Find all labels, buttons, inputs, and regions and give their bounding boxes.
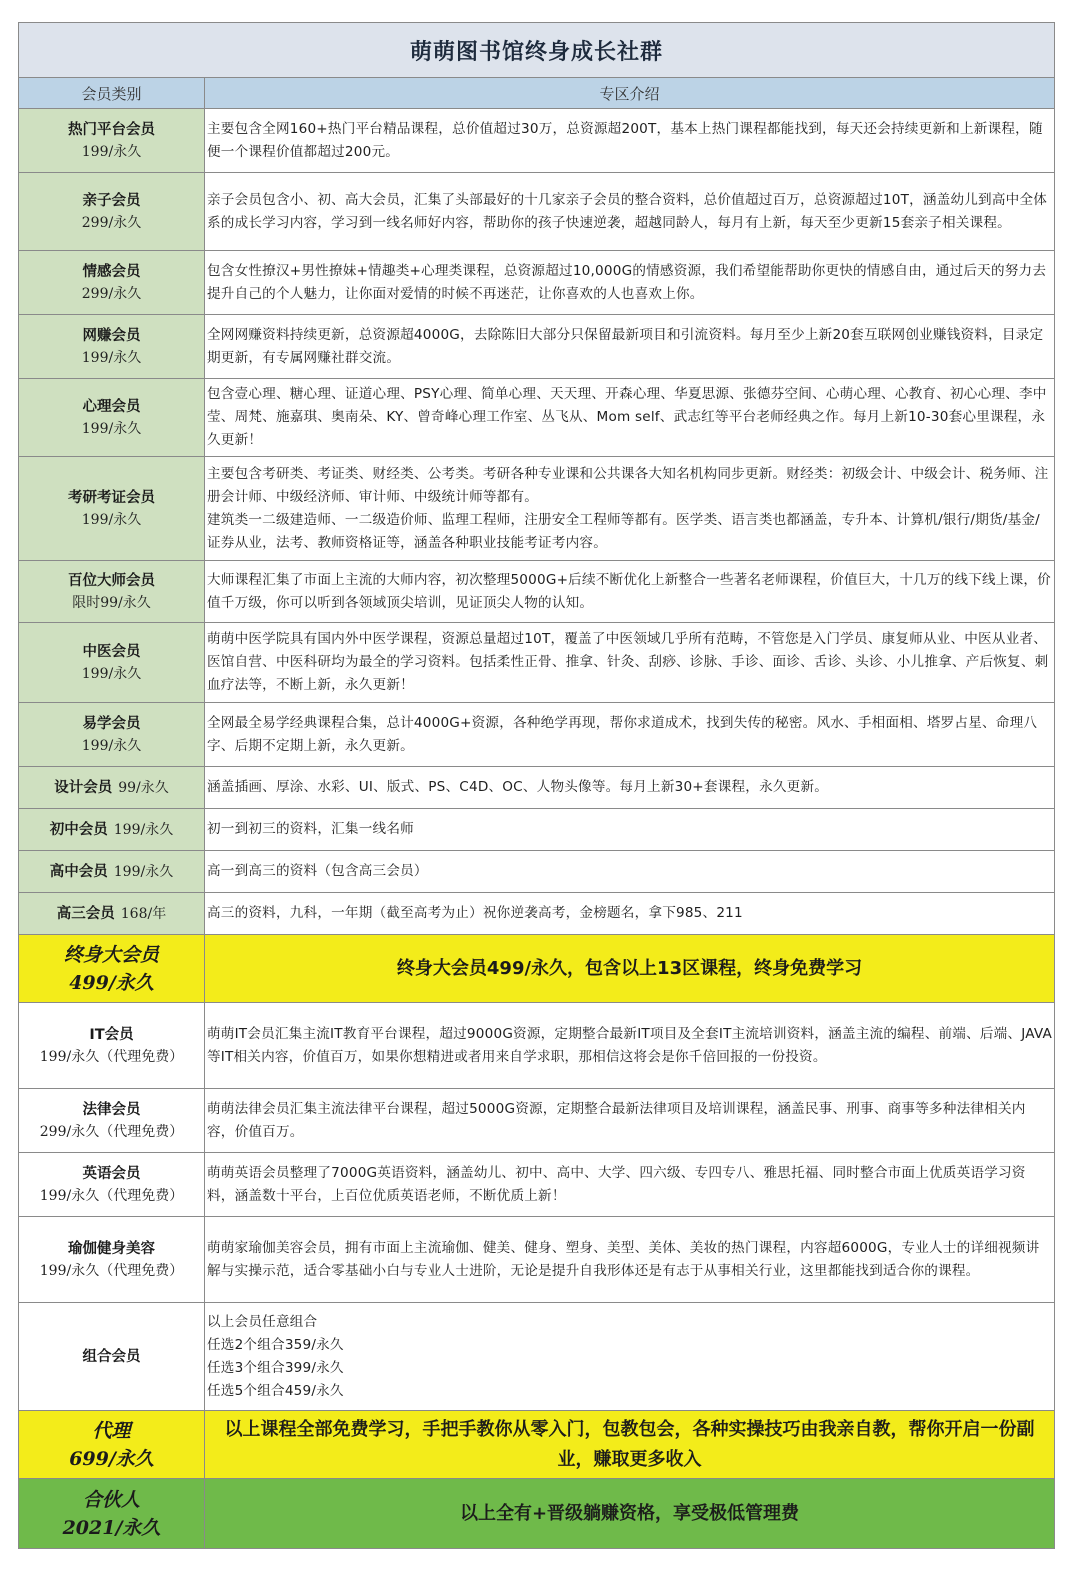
member-price: 199/永久 [81, 511, 142, 528]
member-category [19, 173, 205, 251]
membership-sheet [18, 22, 1054, 1549]
description-paragraph: 主要包含考研类、考证类、财经类、公考类。考研各种专业课和公共课各大知名机构同步更新。财经类：初级会计、中级会计、税务师、注册会计师、中级经济师、审计师、中级统计师等都有。 [207, 465, 1049, 505]
member-category [19, 623, 205, 703]
member-category [19, 379, 205, 457]
lifetime-price: 499/永久 [69, 971, 154, 994]
table-row [19, 1003, 1055, 1089]
combo-description [205, 1303, 1055, 1411]
member-description: 萌萌中医学院具有国内外中医学课程，资源总量超过10T，覆盖了中医领域几乎所有范畴，不管您是入门学员、康复师从业、中医从业者、医馆自营、中医科研均为最全的学习资料。包括柔性正骨、推拿、针灸、刮痧、诊脉、手诊、面诊、舌诊、头诊、小儿推拿、产后恢复、刺血疗法等，不断上新，永久更新！ [205, 623, 1055, 703]
table-row [19, 703, 1055, 767]
member-category [19, 109, 205, 173]
member-price: 199/永久（代理免费） [39, 1262, 184, 1279]
member-category [19, 1003, 205, 1089]
member-price: 168/年 [120, 905, 167, 922]
combo-row [19, 1303, 1055, 1411]
partner-row [19, 1479, 1055, 1549]
member-category [19, 251, 205, 315]
member-name: 法律会员 [82, 1101, 141, 1118]
page-title: 萌萌图书馆终身成长社群 [19, 23, 1055, 78]
member-price: 99/永久 [118, 779, 169, 796]
member-name: 考研考证会员 [68, 489, 155, 506]
member-name: 高三会员 [56, 905, 115, 922]
member-price: 299/永久 [81, 214, 142, 231]
table-row [19, 379, 1055, 457]
member-price: 299/永久 [81, 285, 142, 302]
member-description: 全网网赚资料持续更新，总资源超4000G，去除陈旧大部分只保留最新项目和引流资料。每月至少上新20套互联网创业赚钱资料，目录定期更新，有专属网赚社群交流。 [205, 315, 1055, 379]
member-description: 萌萌家瑜伽美容会员，拥有市面上主流瑜伽、健美、健身、塑身、美型、美体、美妆的热门课程，内容超6000G，专业人士的详细视频讲解与实操示范，适合零基础小白与专业人士进阶，无论是提升自我形体还是有志于从事相关行业，这里都能找到适合你的课程。 [205, 1217, 1055, 1303]
partner-price: 2021/永久 [62, 1516, 161, 1539]
member-name: 中医会员 [82, 643, 141, 660]
member-name: 百位大师会员 [68, 572, 155, 589]
title-row [19, 23, 1055, 78]
combo-line: 以上会员任意组合 [207, 1313, 318, 1330]
table-row [19, 1217, 1055, 1303]
member-price: 199/永久 [81, 420, 142, 437]
table-row [19, 767, 1055, 809]
agent-name: 代理 [92, 1419, 131, 1442]
table-row [19, 623, 1055, 703]
member-category [19, 893, 205, 935]
member-description: 包含女性撩汉+男性撩妹+情趣类+心理类课程，总资源超过10,000G的情感资源，我们希望能帮助你更快的情感自由，通过后天的努力去提升自己的个人魅力，让你面对爱情的时候不再迷茫，让你喜欢的人也喜欢上你。 [205, 251, 1055, 315]
table-row [19, 1089, 1055, 1153]
table-row [19, 1153, 1055, 1217]
member-price: 199/永久（代理免费） [39, 1187, 184, 1204]
member-name: 易学会员 [82, 715, 141, 732]
partner-category [19, 1479, 205, 1549]
member-description: 高三的资料，九科，一年期（截至高考为止）祝你逆袭高考，金榜题名，拿下985、211 [205, 893, 1055, 935]
member-description: 萌萌英语会员整理了7000G英语资料，涵盖幼儿、初中、高中、大学、四六级、专四专八、雅思托福、同时整合市面上优质英语学习资料，涵盖数十平台，上百位优质英语老师，不断优质上新！ [205, 1153, 1055, 1217]
member-description: 涵盖插画、厚涂、水彩、UI、版式、PS、C4D、OC、人物头像等。每月上新30+套课程，永久更新。 [205, 767, 1055, 809]
combo-line: 任选3个组合399/永久 [207, 1359, 344, 1376]
table-row [19, 561, 1055, 623]
member-category [19, 809, 205, 851]
combo-line: 任选2个组合359/永久 [207, 1336, 344, 1353]
combo-line: 任选5个组合459/永久 [207, 1382, 344, 1399]
combo-category [19, 1303, 205, 1411]
agent-row [19, 1411, 1055, 1479]
table-row [19, 457, 1055, 561]
table-row [19, 893, 1055, 935]
member-name: 心理会员 [82, 398, 141, 415]
member-description: 包含壹心理、糖心理、证道心理、PSY心理、简单心理、天天理、开森心理、华夏思源、张德芬空间、心萌心理、心教育、初心心理、李中莹、周梵、施嘉琪、奥南朵、KY、曾奇峰心理工作室、丛飞从、Mom self、武志红等平台老师经典之作。每月上新10-30套心里课程，永久更新！ [205, 379, 1055, 457]
lifetime-row [19, 935, 1055, 1003]
description-paragraph: 建筑类一二级建造师、一二级造价师、监理工程师，注册安全工程师等都有。医学类、语言类也都涵盖，专升本、计算机/银行/期货/基金/证券从业，法考、教师资格证等，涵盖各种职业技能考证考内容。 [207, 511, 1040, 551]
member-name: 网赚会员 [82, 327, 141, 344]
member-description: 萌萌法律会员汇集主流法律平台课程，超过5000G资源，定期整合最新法律项目及培训课程，涵盖民事、刑事、商事等多种法律相关内容，价值百万。 [205, 1089, 1055, 1153]
member-category [19, 457, 205, 561]
table-row [19, 173, 1055, 251]
member-price: 199/永久 [81, 143, 142, 160]
agent-description: 以上课程全部免费学习，手把手教你从零入门，包教包会，各种实操技巧由我亲自教，帮你开启一份副业，赚取更多收入 [205, 1411, 1055, 1479]
member-price: 199/永久 [113, 863, 174, 880]
member-category [19, 767, 205, 809]
member-name: 情感会员 [82, 263, 141, 280]
member-name: 热门平台会员 [68, 121, 155, 138]
member-category [19, 851, 205, 893]
member-category [19, 1089, 205, 1153]
member-category [19, 1153, 205, 1217]
member-price: 199/永久 [81, 349, 142, 366]
member-price: 299/永久（代理免费） [39, 1123, 184, 1140]
member-name: 设计会员 [54, 779, 113, 796]
partner-name: 合伙人 [82, 1488, 140, 1511]
member-category [19, 315, 205, 379]
member-name: 英语会员 [82, 1165, 141, 1182]
combo-name: 组合会员 [82, 1348, 141, 1365]
member-name: IT会员 [89, 1026, 134, 1043]
lifetime-category [19, 935, 205, 1003]
agent-price: 699/永久 [69, 1447, 154, 1470]
member-name: 高中会员 [49, 863, 108, 880]
agent-category [19, 1411, 205, 1479]
member-price: 199/永久 [81, 737, 142, 754]
member-description: 初一到初三的资料，汇集一线名师 [205, 809, 1055, 851]
member-price: 199/永久 [81, 665, 142, 682]
member-name: 初中会员 [49, 821, 108, 838]
table-row [19, 109, 1055, 173]
lifetime-description: 终身大会员499/永久，包含以上13区课程，终身免费学习 [205, 935, 1055, 1003]
header-category: 会员类别 [19, 78, 205, 109]
member-price: 199/永久（代理免费） [39, 1048, 184, 1065]
table-row [19, 315, 1055, 379]
partner-description: 以上全有+晋级躺赚资格，享受极低管理费 [205, 1479, 1055, 1549]
lifetime-name: 终身大会员 [63, 943, 159, 966]
member-description: 主要包含全网160+热门平台精品课程，总价值超过30万，总资源超200T，基本上热门课程都能找到，每天还会持续更新和上新课程，随便一个课程价值都超过200元。 [205, 109, 1055, 173]
membership-table [18, 22, 1055, 1549]
header-row [19, 78, 1055, 109]
member-description [205, 457, 1055, 561]
member-description: 萌萌IT会员汇集主流IT教育平台课程，超过9000G资源，定期整合最新IT项目及全套IT主流培训资料，涵盖主流的编程、前端、后端、JAVA等IT相关内容，价值百万，如果你想精进或者用来自学求职，那相信这将会是你千倍回报的一份投资。 [205, 1003, 1055, 1089]
member-category [19, 1217, 205, 1303]
table-row [19, 851, 1055, 893]
member-category [19, 703, 205, 767]
member-price: 199/永久 [113, 821, 174, 838]
member-description: 全网最全易学经典课程合集，总计4000G+资源，各种绝学再现，帮你求道成术，找到失传的秘密。风水、手相面相、塔罗占星、命理八字、后期不定期上新，永久更新。 [205, 703, 1055, 767]
member-price: 限时99/永久 [72, 594, 151, 611]
member-category [19, 561, 205, 623]
table-row [19, 809, 1055, 851]
member-description: 亲子会员包含小、初、高大会员，汇集了头部最好的十几家亲子会员的整合资料，总价值超过百万，总资源超过10T，涵盖幼儿到高中全体系的成长学习内容，学习到一线名师好内容，帮助你的孩子快速逆袭，超越同龄人，每月有上新，每天至少更新15套亲子相关课程。 [205, 173, 1055, 251]
table-row [19, 251, 1055, 315]
member-description: 大师课程汇集了市面上主流的大师内容，初次整理5000G+后续不断优化上新整合一些著名老师课程，价值巨大，十几万的线下线上课，价值千万级，你可以听到各领域顶尖培训，见证顶尖人物的认知。 [205, 561, 1055, 623]
header-intro: 专区介绍 [205, 78, 1055, 109]
member-name: 亲子会员 [82, 192, 141, 209]
member-name: 瑜伽健身美容 [68, 1240, 155, 1257]
member-description: 高一到高三的资料（包含高三会员） [205, 851, 1055, 893]
